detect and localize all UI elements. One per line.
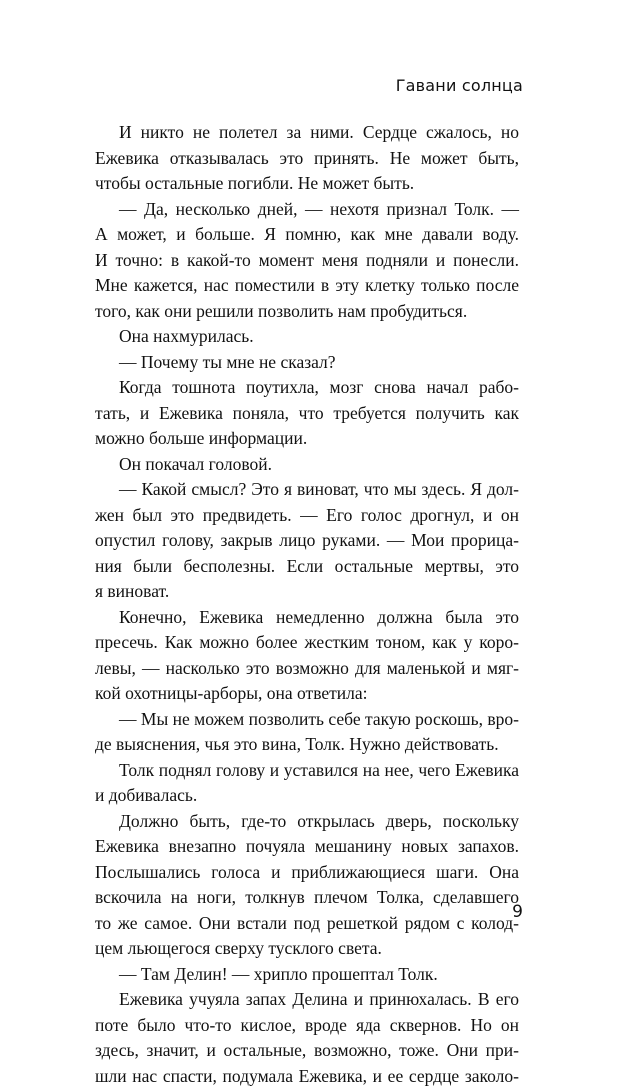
- text-line: вскочила на ноги, толкнув плечом Толка, сделавшего: [95, 885, 519, 911]
- text-line: Мне кажется, нас поместили в эту клетку только после: [95, 273, 519, 299]
- body-text: [95, 120, 519, 1089]
- text-line: Конечно, Ежевика немедленно должна была это: [95, 605, 519, 631]
- text-line: де выяснения, чья это вина, Толк. Нужно действовать.: [95, 732, 519, 758]
- text-line: ния были бесполезны. Если остальные мертвы, это: [95, 554, 519, 580]
- text-line: И никто не полетел за ними. Сердце сжалось, но: [95, 120, 519, 146]
- text-line: Ежевика отказывалась это принять. Не может быть,: [95, 146, 519, 172]
- text-line: шли нас спасти, подумала Ежевика, и ее сердце заколо-: [95, 1064, 519, 1089]
- text-line: Она нахмурилась.: [95, 324, 519, 350]
- text-line: Он покачал головой.: [95, 452, 519, 478]
- text-line: Толк поднял голову и уставился на нее, чего Ежевика: [95, 758, 519, 784]
- text-line: пресечь. Как можно более жестким тоном, как у коро-: [95, 630, 519, 656]
- text-line: цем льющегося сверху тусклого света.: [95, 936, 519, 962]
- text-line: — Почему ты мне не сказал?: [95, 350, 519, 376]
- text-line: Ежевика учуяла запах Делина и принюхалась. В его: [95, 987, 519, 1013]
- text-line: — Да, несколько дней, — нехотя признал Толк. —: [95, 197, 519, 223]
- text-line: Послышались голоса и приближающиеся шаги. Она: [95, 860, 519, 886]
- text-line: И точно: в какой-то момент меня подняли и понесли.: [95, 248, 519, 274]
- text-line: — Мы не можем позволить себе такую роскошь, вро-: [95, 707, 519, 733]
- text-line: чтобы остальные погибли. Не может быть.: [95, 171, 519, 197]
- text-line: — Там Делин! — хрипло прошептал Толк.: [95, 962, 519, 988]
- text-line: здесь, значит, и остальные, возможно, тоже. Они при-: [95, 1038, 519, 1064]
- text-line: — Какой смысл? Это я виноват, что мы здесь. Я дол-: [95, 477, 519, 503]
- text-line: того, как они решили позволить нам пробудиться.: [95, 299, 519, 325]
- text-line: Ежевика внезапно почуяла мешанину новых запахов.: [95, 834, 519, 860]
- text-line: кой охотницы-арборы, она ответила:: [95, 681, 519, 707]
- text-line: и добивалась.: [95, 783, 519, 809]
- text-line: я виноват.: [95, 579, 519, 605]
- text-line: Должно быть, где-то открылась дверь, поскольку: [95, 809, 519, 835]
- text-line: жен был это предвидеть. — Его голос дрогнул, и он: [95, 503, 519, 529]
- running-head: Гавани солнца: [396, 76, 523, 95]
- text-line: А может, и больше. Я помню, как мне давали воду.: [95, 222, 519, 248]
- text-line: Когда тошнота поутихла, мозг снова начал рабо-: [95, 375, 519, 401]
- page-number: 9: [512, 902, 523, 922]
- text-line: тать, и Ежевика поняла, что требуется получить как: [95, 401, 519, 427]
- text-line: опустил голову, закрыв лицо руками. — Мои прорица-: [95, 528, 519, 554]
- text-line: левы, — насколько это возможно для маленькой и мяг-: [95, 656, 519, 682]
- text-line: можно больше информации.: [95, 426, 519, 452]
- text-line: поте было что-то кислое, вроде яда сквернов. Но он: [95, 1013, 519, 1039]
- text-line: то же самое. Они встали под решеткой рядом с колод-: [95, 911, 519, 937]
